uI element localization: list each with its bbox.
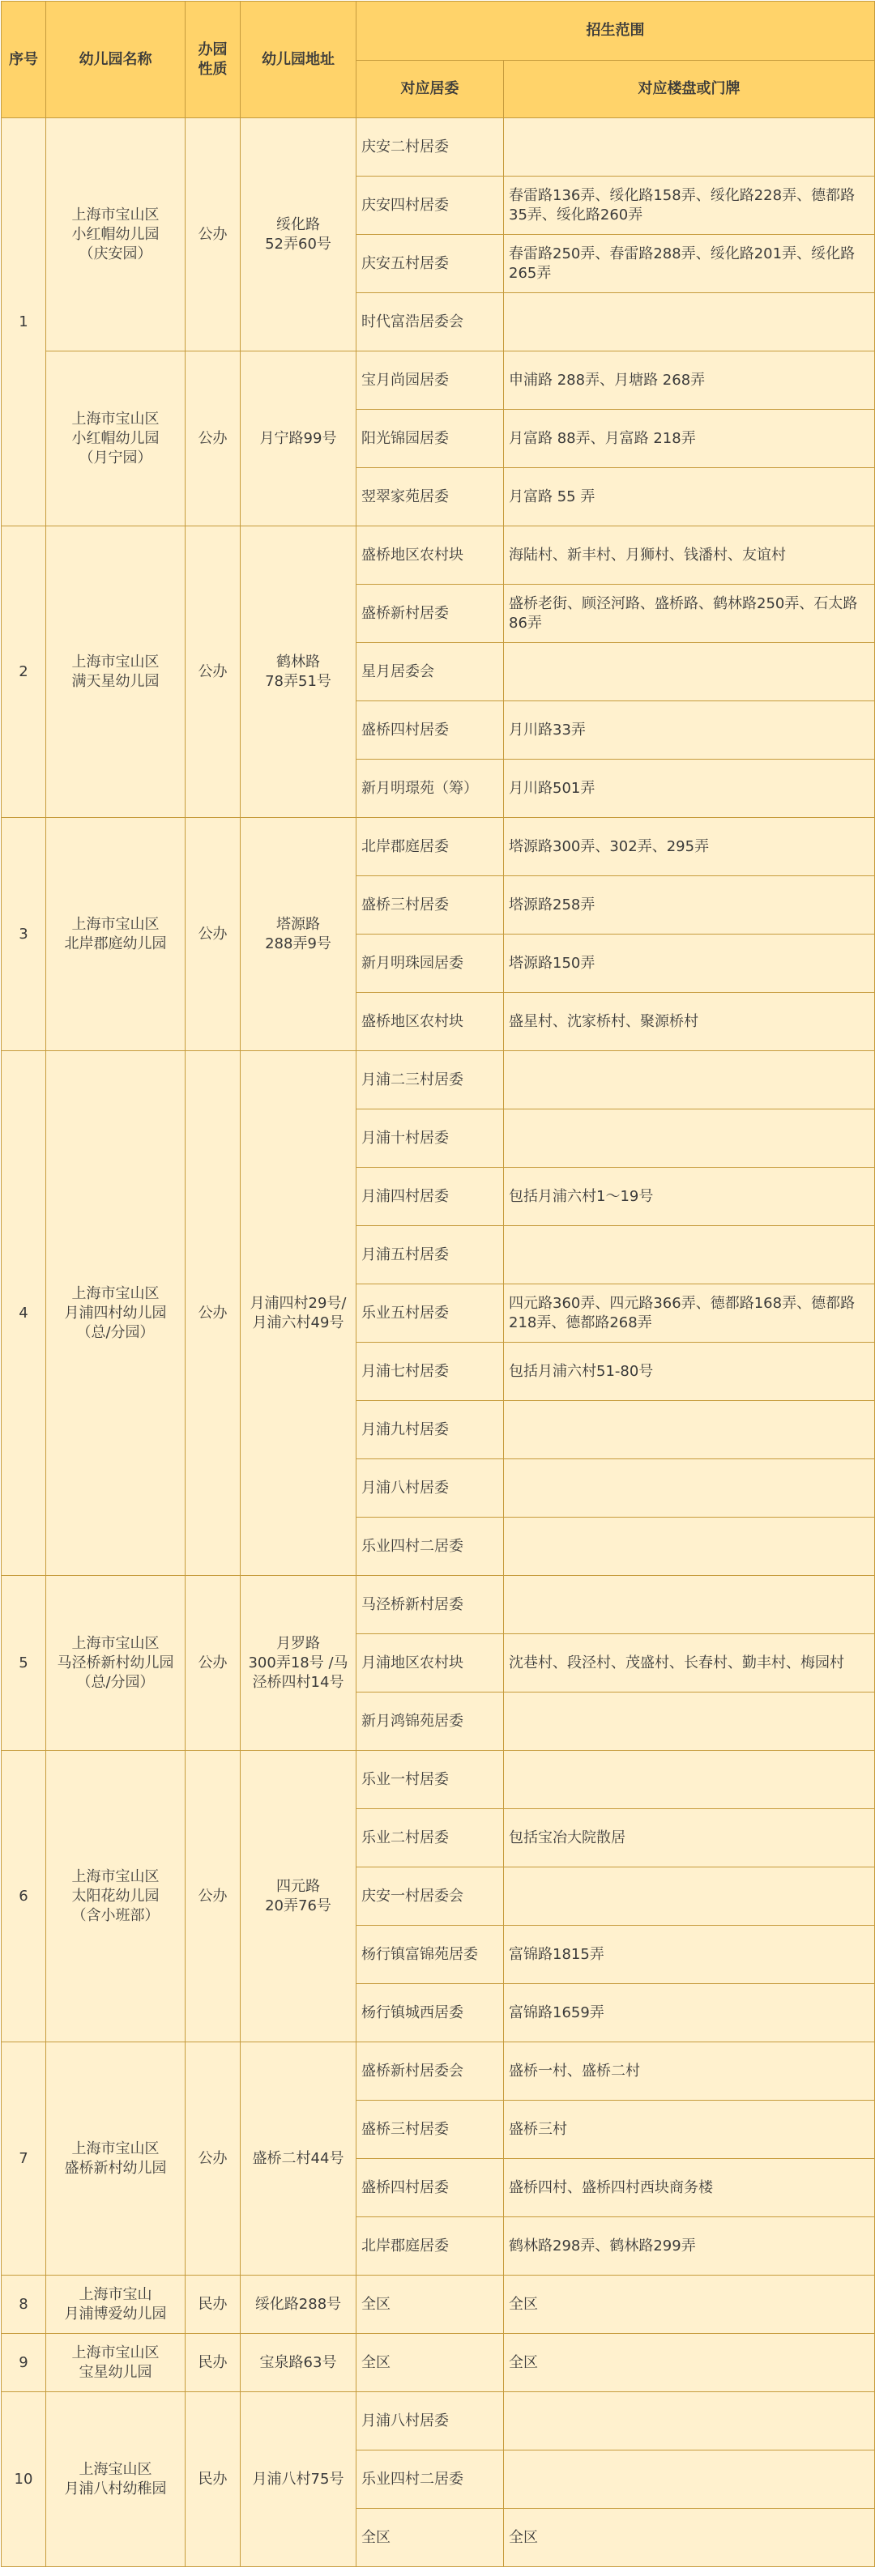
table-row <box>2 118 875 177</box>
committee-cell: 全区 <box>356 2509 504 2567</box>
table-row <box>2 2392 875 2450</box>
buildings-cell <box>504 1051 875 1109</box>
school-name-cell: 上海市宝山区 满天星幼儿园 <box>46 526 186 818</box>
buildings-cell: 塔源路258弄 <box>504 876 875 935</box>
seq-cell: 3 <box>2 818 46 1051</box>
committee-cell: 新月明珠园居委 <box>356 935 504 993</box>
buildings-cell: 申浦路 288弄、月塘路 268弄 <box>504 351 875 410</box>
address-cell: 月宁路99号 <box>241 351 356 526</box>
nature-cell: 公办 <box>186 1051 241 1576</box>
committee-cell: 盛桥新村居委 <box>356 585 504 643</box>
buildings-cell: 富锦路1659弄 <box>504 1984 875 2042</box>
table-row <box>2 2042 875 2101</box>
buildings-cell: 月富路 88弄、月富路 218弄 <box>504 410 875 468</box>
buildings-cell: 月川路33弄 <box>504 701 875 760</box>
school-name-cell: 上海市宝山 月浦博爱幼儿园 <box>46 2276 186 2334</box>
committee-cell: 宝月尚园居委 <box>356 351 504 410</box>
table-row <box>2 2276 875 2334</box>
committee-cell: 杨行镇富锦苑居委 <box>356 1926 504 1984</box>
committee-cell: 盛桥四村居委 <box>356 701 504 760</box>
seq-cell: 7 <box>2 2042 46 2276</box>
buildings-cell <box>504 1576 875 1634</box>
school-name-cell: 上海市宝山区 小红帽幼儿园 （庆安园） <box>46 118 186 351</box>
buildings-cell <box>504 293 875 351</box>
buildings-cell: 全区 <box>504 2276 875 2334</box>
table-row <box>2 351 875 410</box>
school-name-cell: 上海市宝山区 盛桥新村幼儿园 <box>46 2042 186 2276</box>
committee-cell: 月浦七村居委 <box>356 1343 504 1401</box>
nature-cell: 公办 <box>186 2042 241 2276</box>
committee-cell: 月浦二三村居委 <box>356 1051 504 1109</box>
committee-cell: 盛桥地区农村块 <box>356 993 504 1051</box>
buildings-cell: 春雷路136弄、绥化路158弄、绥化路228弄、德都路35弄、绥化路260弄 <box>504 177 875 235</box>
school-name-cell: 上海市宝山区 太阳花幼儿园 （含小班部） <box>46 1751 186 2042</box>
header-committee: 对应居委 <box>356 61 504 118</box>
table-header <box>2 2 875 118</box>
buildings-cell <box>504 2392 875 2450</box>
buildings-cell: 全区 <box>504 2509 875 2567</box>
table-row <box>2 1751 875 1809</box>
committee-cell: 北岸郡庭居委 <box>356 2217 504 2276</box>
committee-cell: 盛桥地区农村块 <box>356 526 504 585</box>
buildings-cell: 塔源路300弄、302弄、295弄 <box>504 818 875 876</box>
buildings-cell: 春雷路250弄、春雷路288弄、绥化路201弄、绥化路265弄 <box>504 235 875 293</box>
buildings-cell <box>504 643 875 701</box>
nature-cell: 公办 <box>186 351 241 526</box>
buildings-cell: 全区 <box>504 2334 875 2392</box>
buildings-cell <box>504 1109 875 1168</box>
committee-cell: 全区 <box>356 2334 504 2392</box>
nature-cell: 公办 <box>186 526 241 818</box>
nature-cell: 公办 <box>186 818 241 1051</box>
buildings-cell: 月富路 55 弄 <box>504 468 875 526</box>
committee-cell: 新月明璟苑（筹） <box>356 760 504 818</box>
buildings-cell: 盛星村、沈家桥村、聚源桥村 <box>504 993 875 1051</box>
school-name-cell: 上海宝山区 月浦八村幼稚园 <box>46 2392 186 2567</box>
committee-cell: 月浦地区农村块 <box>356 1634 504 1692</box>
address-cell: 盛桥二村44号 <box>241 2042 356 2276</box>
buildings-cell <box>504 1751 875 1809</box>
buildings-cell <box>504 1226 875 1284</box>
table-row <box>2 1576 875 1634</box>
header-scope: 招生范围 <box>356 2 875 61</box>
seq-cell: 10 <box>2 2392 46 2567</box>
committee-cell: 庆安四村居委 <box>356 177 504 235</box>
address-cell: 月浦八村75号 <box>241 2392 356 2567</box>
nature-cell: 民办 <box>186 2334 241 2392</box>
school-name-cell: 上海市宝山区 宝星幼儿园 <box>46 2334 186 2392</box>
nature-cell: 民办 <box>186 2276 241 2334</box>
nature-cell: 公办 <box>186 1576 241 1751</box>
buildings-cell <box>504 1867 875 1926</box>
committee-cell: 盛桥新村居委会 <box>356 2042 504 2101</box>
buildings-cell: 包括宝冶大院散居 <box>504 1809 875 1867</box>
committee-cell: 乐业四村二居委 <box>356 1518 504 1576</box>
committee-cell: 翌翠家苑居委 <box>356 468 504 526</box>
buildings-cell: 塔源路150弄 <box>504 935 875 993</box>
header-address: 幼儿园地址 <box>241 2 356 118</box>
committee-cell: 月浦九村居委 <box>356 1401 504 1459</box>
committee-cell: 盛桥三村居委 <box>356 2101 504 2159</box>
committee-cell: 庆安二村居委 <box>356 118 504 177</box>
committee-cell: 马泾桥新村居委 <box>356 1576 504 1634</box>
school-name-cell: 上海市宝山区 小红帽幼儿园 （月宁园） <box>46 351 186 526</box>
table-row <box>2 526 875 585</box>
committee-cell: 星月居委会 <box>356 643 504 701</box>
address-cell: 月浦四村29号/ 月浦六村49号 <box>241 1051 356 1576</box>
buildings-cell: 盛桥老街、顾泾河路、盛桥路、鹤林路250弄、石太路86弄 <box>504 585 875 643</box>
buildings-cell: 海陆村、新丰村、月狮村、钱潘村、友谊村 <box>504 526 875 585</box>
buildings-cell: 包括月浦六村1～19号 <box>504 1168 875 1226</box>
seq-cell: 5 <box>2 1576 46 1751</box>
buildings-cell: 月川路501弄 <box>504 760 875 818</box>
buildings-cell <box>504 2450 875 2509</box>
committee-cell: 新月鸿锦苑居委 <box>356 1692 504 1751</box>
table-row <box>2 2334 875 2392</box>
address-cell: 塔源路 288弄9号 <box>241 818 356 1051</box>
committee-cell: 月浦八村居委 <box>356 1459 504 1518</box>
committee-cell: 全区 <box>356 2276 504 2334</box>
school-name-cell: 上海市宝山区 马泾桥新村幼儿园 （总/分园） <box>46 1576 186 1751</box>
committee-cell: 乐业二村居委 <box>356 1809 504 1867</box>
school-name-cell: 上海市宝山区 月浦四村幼儿园 （总/分园） <box>46 1051 186 1576</box>
committee-cell: 乐业五村居委 <box>356 1284 504 1343</box>
address-cell: 四元路 20弄76号 <box>241 1751 356 2042</box>
committee-cell: 盛桥四村居委 <box>356 2159 504 2217</box>
buildings-cell: 包括月浦六村51-80号 <box>504 1343 875 1401</box>
buildings-cell: 鹤林路298弄、鹤林路299弄 <box>504 2217 875 2276</box>
table-row <box>2 1051 875 1109</box>
buildings-cell: 盛桥四村、盛桥四村西块商务楼 <box>504 2159 875 2217</box>
buildings-cell: 富锦路1815弄 <box>504 1926 875 1984</box>
committee-cell: 乐业四村二居委 <box>356 2450 504 2509</box>
buildings-cell <box>504 1518 875 1576</box>
nature-cell: 公办 <box>186 1751 241 2042</box>
seq-cell: 2 <box>2 526 46 818</box>
buildings-cell <box>504 118 875 177</box>
address-cell: 鹤林路 78弄51号 <box>241 526 356 818</box>
address-cell: 绥化路 52弄60号 <box>241 118 356 351</box>
table-row <box>2 818 875 876</box>
seq-cell: 1 <box>2 118 46 526</box>
header-name: 幼儿园名称 <box>46 2 186 118</box>
address-cell: 绥化路288号 <box>241 2276 356 2334</box>
seq-cell: 6 <box>2 1751 46 2042</box>
buildings-cell <box>504 1692 875 1751</box>
buildings-cell <box>504 1401 875 1459</box>
school-name-cell: 上海市宝山区 北岸郡庭幼儿园 <box>46 818 186 1051</box>
header-buildings: 对应楼盘或门牌 <box>504 61 875 118</box>
address-cell: 宝泉路63号 <box>241 2334 356 2392</box>
committee-cell: 庆安五村居委 <box>356 235 504 293</box>
buildings-cell: 盛桥三村 <box>504 2101 875 2159</box>
enrollment-table <box>1 1 875 2567</box>
buildings-cell: 盛桥一村、盛桥二村 <box>504 2042 875 2101</box>
committee-cell: 时代富浩居委会 <box>356 293 504 351</box>
committee-cell: 月浦五村居委 <box>356 1226 504 1284</box>
committee-cell: 杨行镇城西居委 <box>356 1984 504 2042</box>
committee-cell: 盛桥三村居委 <box>356 876 504 935</box>
committee-cell: 北岸郡庭居委 <box>356 818 504 876</box>
header-nature: 办园 性质 <box>186 2 241 118</box>
buildings-cell <box>504 1459 875 1518</box>
committee-cell: 月浦四村居委 <box>356 1168 504 1226</box>
seq-cell: 8 <box>2 2276 46 2334</box>
committee-cell: 乐业一村居委 <box>356 1751 504 1809</box>
table-body <box>2 118 875 2567</box>
seq-cell: 9 <box>2 2334 46 2392</box>
committee-cell: 月浦八村居委 <box>356 2392 504 2450</box>
committee-cell: 庆安一村居委会 <box>356 1867 504 1926</box>
buildings-cell: 沈巷村、段泾村、茂盛村、长春村、勤丰村、梅园村 <box>504 1634 875 1692</box>
nature-cell: 公办 <box>186 118 241 351</box>
buildings-cell: 四元路360弄、四元路366弄、德都路168弄、德都路218弄、德都路268弄 <box>504 1284 875 1343</box>
nature-cell: 民办 <box>186 2392 241 2567</box>
committee-cell: 月浦十村居委 <box>356 1109 504 1168</box>
committee-cell: 阳光锦园居委 <box>356 410 504 468</box>
address-cell: 月罗路 300弄18号 /马 泾桥四村14号 <box>241 1576 356 1751</box>
seq-cell: 4 <box>2 1051 46 1576</box>
header-seq: 序号 <box>2 2 46 118</box>
